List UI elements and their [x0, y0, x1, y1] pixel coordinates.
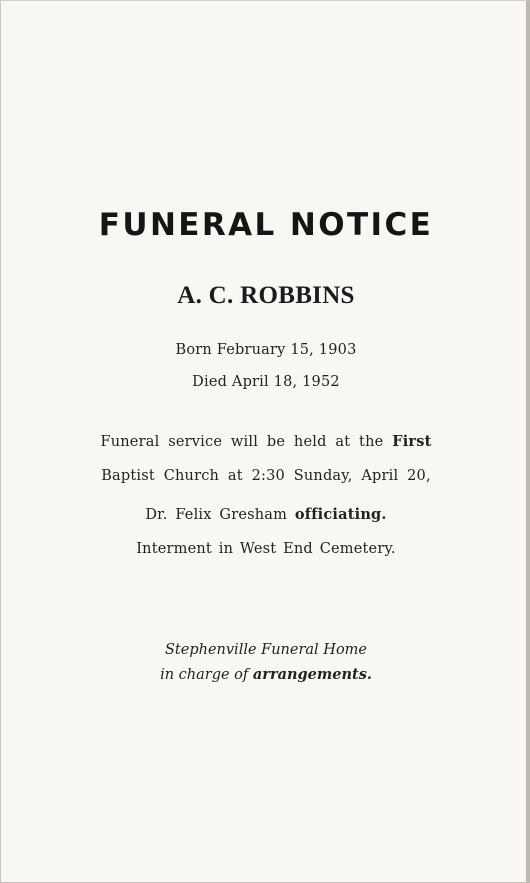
service-line-1 [1, 433, 530, 450]
deceased-name: A. C. ROBBINS [177, 282, 355, 309]
notice-title: FUNERAL NOTICE [98, 207, 434, 243]
interment-line: Interment in West End Cemetery. [136, 541, 396, 557]
service-line-1-bold: First [392, 433, 432, 450]
service-line-1-text: Funeral service will be held at the [100, 434, 384, 450]
funeral-home-name: Stephenville Funeral Home [164, 642, 368, 658]
arrangements-text: in charge of [160, 667, 249, 683]
officiant-name: Dr. Felix Gresham [145, 507, 288, 523]
service-line-3 [1, 506, 530, 523]
officiating-text: officiating. [294, 506, 387, 523]
birth-date: Born February 15, 1903 [175, 342, 357, 358]
death-date: Died April 18, 1952 [192, 374, 340, 390]
service-line-2: Baptist Church at 2:30 Sunday, April 20, [101, 468, 431, 484]
arrangements-bold: arrangements. [252, 666, 372, 683]
arrangements-line [1, 666, 530, 683]
